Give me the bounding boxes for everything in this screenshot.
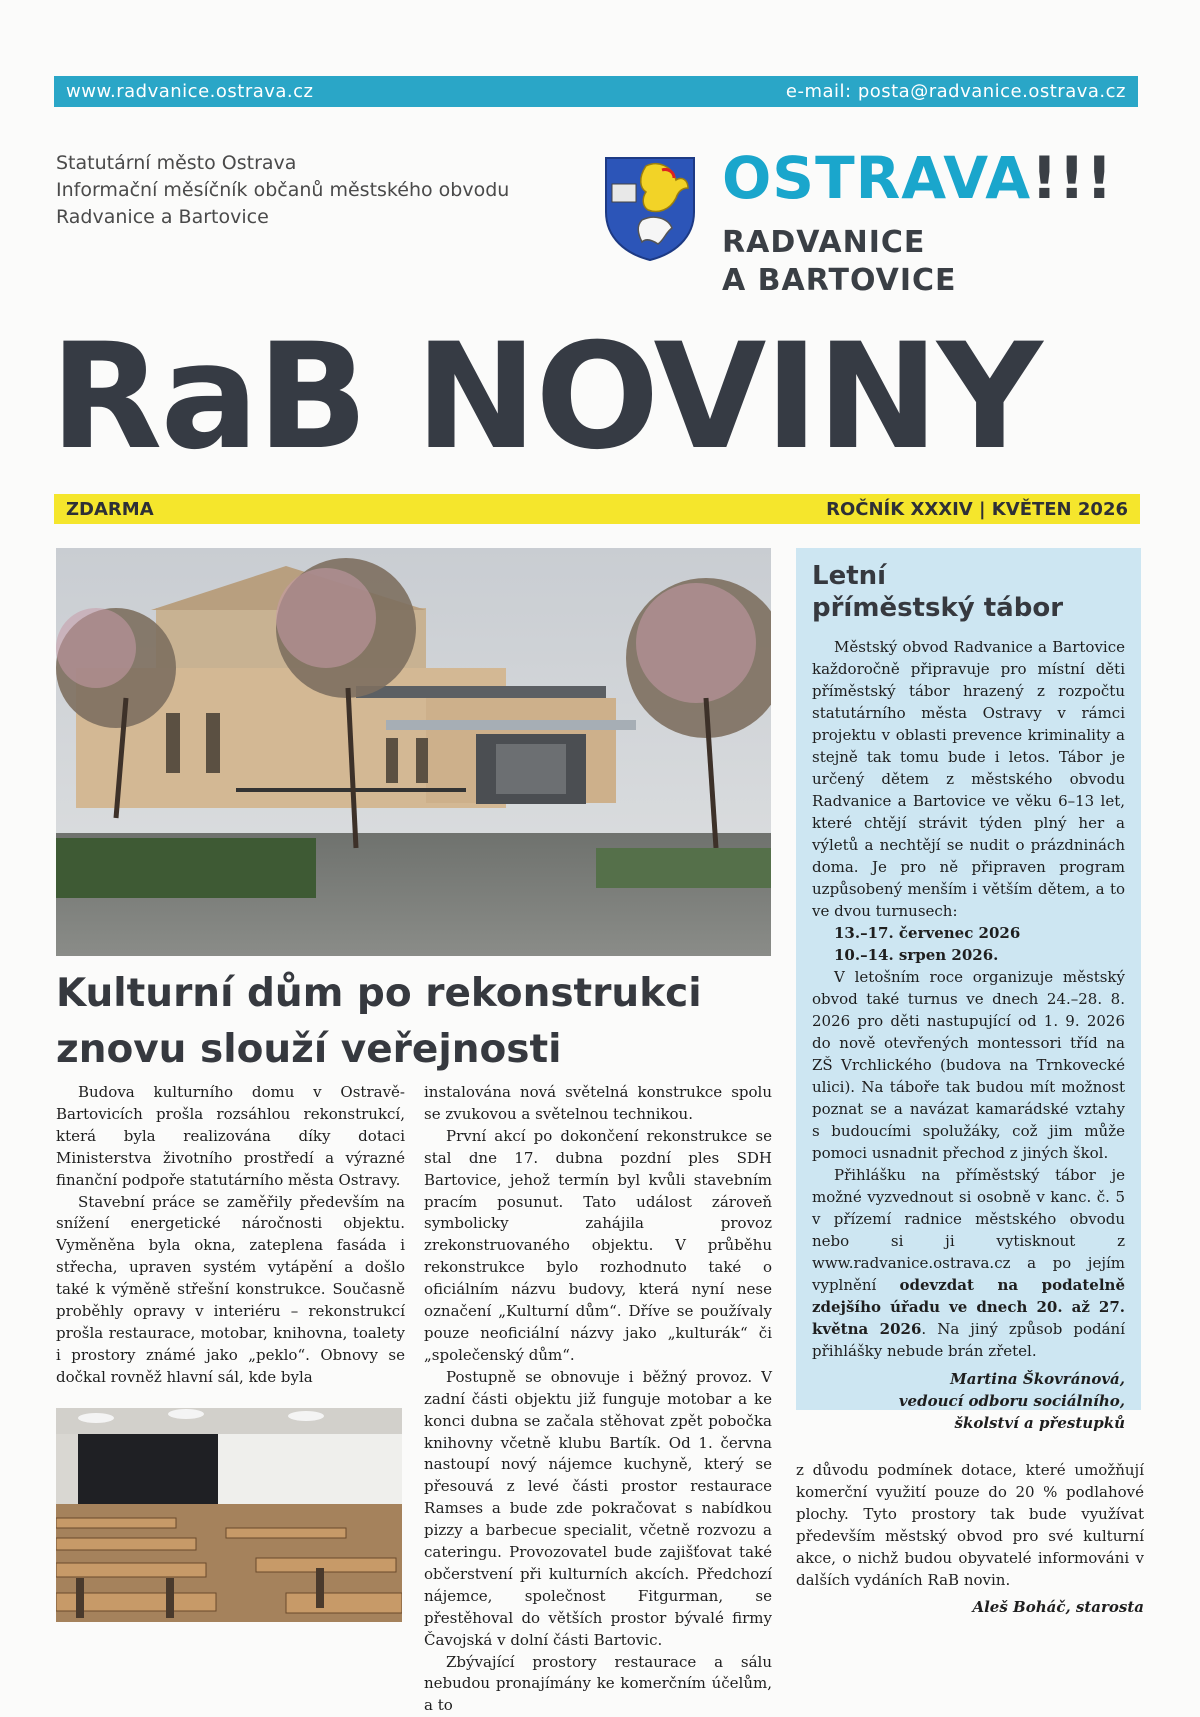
camp-date: 10.–14. srpen 2026. [834,946,999,964]
publisher-line: Informační měsíčník občanů městského obvodu [56,179,510,201]
article-paragraph: Zbývající prostory restaurace a sálu nebudou pronajímány ke komerčním účelům, a to [424,1652,772,1715]
article-paragraph: instalována nová světelná konstrukce spolu se zvukovou a světelnou technikou. [424,1083,772,1123]
sidebar-paragraph: V letošním roce organizuje městský obvod také turnus ve dnech 24.–28. 8. 2026 pro děti nastupující od 1. 9. 2026 do nově otevřených montessori tříd na ZŠ Vrchlického (budova na Trnkovecké ulici). Na táboře tak budou mít možnost poznat se a navázat kamarádské vztahy s budoucími spolužáky, což jim může pomoci usnadnit přechod z jiných škol. [812,968,1125,1162]
signature-line: vedoucí odboru sociálního, [898,1392,1125,1410]
issue-bar [54,494,1140,524]
sidebar-body [812,636,1125,1434]
price-label: ZDARMA [66,498,154,520]
sidebar-title [812,560,1125,624]
brand-exclaim: !!! [1031,144,1114,212]
city-name: OSTRAVA [722,144,1032,212]
sidebar-title-line: Letní [812,561,887,591]
district-name [722,224,957,300]
article-column-3 [796,1460,1144,1619]
email-link[interactable]: e-mail: posta@radvanice.ostrava.cz [785,81,1126,102]
article-paragraph: Budova kulturního domu v Ostravě-Bartovicích prošla rozsáhlou rekonstrukcí, která byla realizována díky dotaci Ministerstva životního prostředí a výrazné finanční podpoře statutárního města Ostravy. [56,1083,405,1189]
sidebar-paragraph: Městský obvod Radvanice a Bartovice každoročně připravuje pro místní děti příměstský tábor hrazený z rozpočtu statutárního města Ostravy v rámci projektu v oblasti prevence kriminality a stejně tak tomu bude i letos. Tábor je určený dětem z městského obvodu Radvanice a Bartovice ve věku 6–13 let, které chtějí strávit týden plný her a výletů a nechtějí se nudit o prázdninách doma. Je pro ně připraven program uzpůsobený menším i větším dětem, a to ve dvou turnusech: [812,638,1125,920]
headline-line: Kulturní dům po rekonstrukci [56,971,702,1016]
article-paragraph: Stavební práce se zaměřily především na snížení energetické náročnosti objektu. Vyměněna byla okna, zateplena fasáda i střecha, upraven systém vytápění a došlo také k výměně střešní konstrukce. Současně proběhly opravy v interiéru – rekonstrukcí prošla restaurace, motobar, knihovna, toalety i prostory známé jako „peklo“. Obnovy se dočkal rovněž hlavní sál, kde byla [56,1192,405,1386]
district-line: A BARTOVICE [722,263,957,298]
application-deadline: odevzdat na podatelně zdejšího úřadu ve dnech 20. až 27. května 2026 [812,1276,1125,1338]
signature-line: Martina Škovránová, [950,1370,1125,1388]
volume-label: ROČNÍK XXXIV | KVĚTEN 2026 [826,498,1128,520]
article-paragraph: Postupně se obnovuje i běžný provoz. V zadní části objektu již funguje motobar a ke konci dubna se začala stěhovat zpět pobočka knihovny včetně klubu Bartík. Od 1. června nastoupí nový nájemce kuchyně, který se přesouvá z levé části prostor restaurace Ramses a bude zde pokračovat s nabídkou pizzy a barbecue specialit, včetně rozvozu a cateringu. Provozovatel bude zajišťovat také občerstvení při kulturních akcích. Předchozí nájemce, společnost Fitgurman, se přestěhoval do větších prostor bývalé firmy Čavojská v dolní části Bartovic. [424,1367,772,1649]
publisher-line: Radvanice a Bartovice [56,206,269,228]
signature-line: školství a přestupků [954,1414,1125,1432]
camp-date: 13.–17. červenec 2026 [834,924,1021,942]
article-column-1 [56,1082,405,1389]
summer-camp-box [796,548,1141,1432]
city-brand [722,146,1113,210]
sidebar-paragraph [812,1164,1125,1362]
headline-line: znovu slouží veřejnosti [56,1027,562,1072]
publisher-line: Statutární město Ostrava [56,152,297,174]
article-headline [56,966,776,1078]
application-text: Přihlášku na příměstský tábor je možné vyzvednout si osobně v kanc. č. 5 v přízemí radnice městského obvodu nebo si ji vytisknout z www.radvanice.ostrava.cz a po jejím vyplnění [812,1166,1125,1294]
application-note: . Na jiný způsob podání přihlášky nebude brán zřetel. [812,1320,1125,1360]
article-paragraph: z důvodu podmínek dotace, které umožňují komerční využití pouze do 20 % podlahové plochy. Tyto prostory tak bude využívat především městský obvod pro své kulturní akce, o nichž budou obyvatelé informováni v dalších vydáních RaB novin. [796,1461,1144,1589]
top-contact-bar [54,76,1138,107]
article-paragraph: První akcí po dokončení rekonstrukce se stal dne 17. dubna pozdní ples SDH Bartovice, jehož termín byl kvůli stavebním pracím posunut. Tato událost zároveň symbolicky zahájila provoz zrekonstruovaného objektu. V průběhu rekonstrukce bylo rozhodnuto také o oficiálním názvu budovy, která nyní nese označení „Kulturní dům“. Dříve se používaly pouze neoficiální názvy jako „kulturák“ či „společenský dům“. [424,1126,772,1364]
district-line: RADVANICE [722,225,926,260]
masthead-title: RaB NOVINY [50,312,1041,482]
website-link[interactable]: www.radvanice.ostrava.cz [66,81,314,102]
sidebar-signature [812,1368,1125,1434]
main-hall-interior-photo [56,1408,402,1622]
coat-of-arms-icon [602,154,698,262]
cultural-house-exterior-photo [56,548,771,956]
publisher-info [56,150,509,231]
article-column-2 [424,1082,772,1717]
sidebar-title-line: příměstský tábor [812,593,1064,623]
article-signature: Aleš Boháč, starosta [972,1598,1144,1617]
